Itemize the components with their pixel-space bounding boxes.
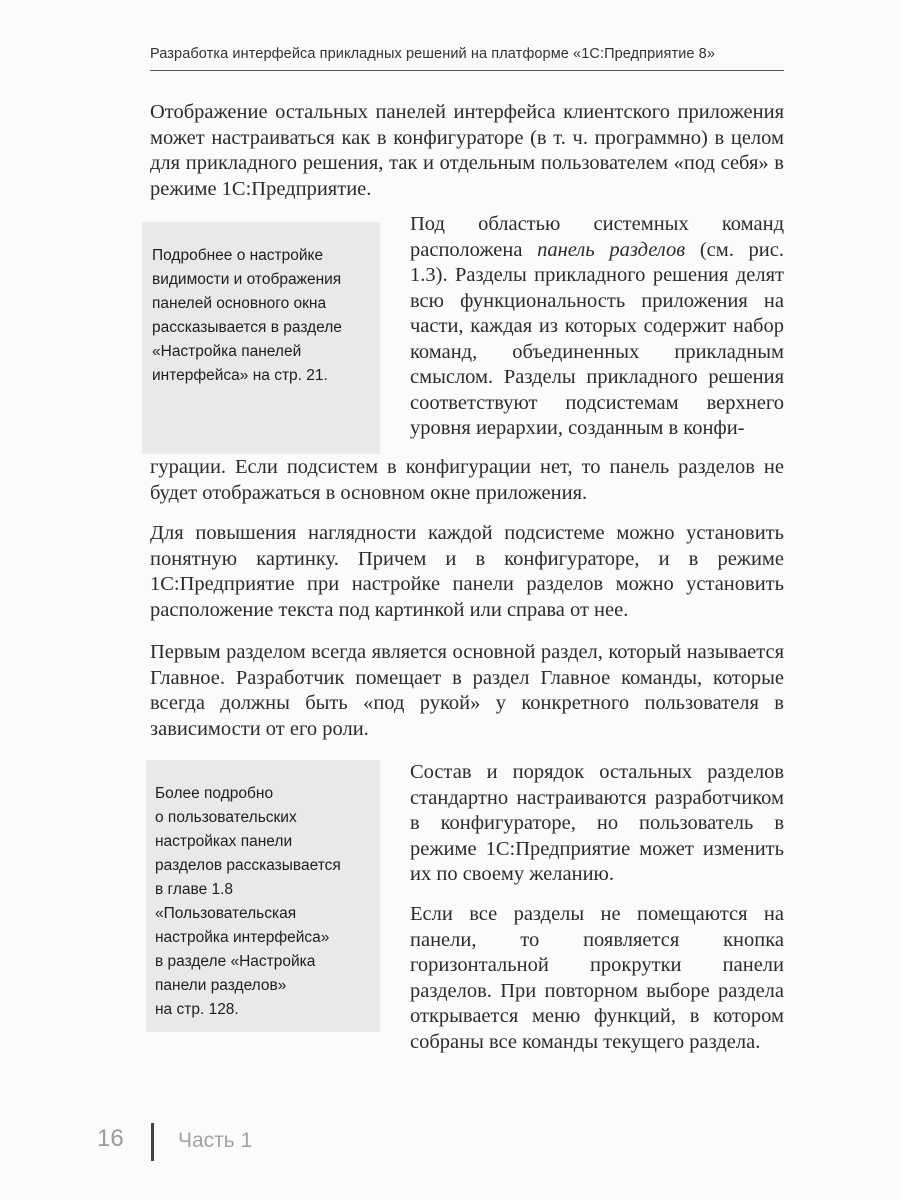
term-sections-panel: панель разделов [537, 238, 686, 261]
paragraph-intro: Отображение остальных панелей интерфейса клиентского приложения может настраиваться как в конфигураторе (в т. ч. программно) в целом для прикладного решения, так и отдельным пользователем «под себя» в режиме 1С:Предприятие. [150, 101, 784, 200]
paragraph-sections-cont: гурации. Если подсистем в конфигурации нет, то панель разделов не будет отображаться в основном окне приложения. [150, 456, 784, 504]
paragraph-text: (см. рис. 1.3). Разделы прикладного решения делят всю функциональность приложения на части, каждая из которых содержит набор команд, объединенных прикладным смыслом. Разделы прикладного решения соответствуют подсистемам верхнего уровня иерархии, созданным в конфи- [410, 238, 784, 439]
page-number: 16 [97, 1125, 124, 1152]
footer-divider [151, 1123, 154, 1161]
paragraph-scroll: Если все разделы не помещаются на панели, то появляется кнопка горизонтальной прокрутки панели разделов. При повторном выборе раздела открывается меню функций, в котором собраны все команды текущего раздела. [410, 903, 784, 1053]
sidebar-note-text: Более подробно о пользовательских настройках панели разделов рассказывается в главе 1.8 «Пользовательская настройка интерфейса» в разделе «Настройка панели разделов» на стр. 128. [155, 785, 341, 1018]
paragraph-sections-panel [410, 212, 784, 442]
part-label: Часть 1 [178, 1129, 253, 1152]
running-header: Разработка интерфейса прикладных решений на платформе «1С:Предприятие 8» [150, 46, 716, 62]
paragraph-pictures: Для повышения наглядности каждой подсистеме можно установить понятную картинку. Причем и в конфигураторе, и в режиме 1С:Предприятие при настройке панели разделов можно установить расположение текста под картинкой или справа от нее. [150, 522, 784, 621]
sidebar-note-text: Подробнее о настройке видимости и отображения панелей основного окна рассказывается в разделе «Настройка панелей интерфейса» на стр. 21. [152, 247, 342, 384]
paragraph-main-section: Первым разделом всегда является основной раздел, который называется Главное. Разработчик помещает в раздел Главное команды, которые всегда должны быть «под рукой» у конкретного пользователя в зависимости от его роли. [150, 641, 784, 740]
sidebar-note-user-settings [146, 760, 380, 1032]
sidebar-note-panels [142, 222, 380, 454]
paragraph-order: Состав и порядок остальных разделов стандартно настраиваются разработчиком в конфигураторе, но пользователь в режиме 1С:Предприятие может изменить их по своему желанию. [410, 761, 784, 885]
header-rule [150, 70, 784, 71]
paragraph-text: Под областью системных команд расположена [410, 213, 784, 261]
